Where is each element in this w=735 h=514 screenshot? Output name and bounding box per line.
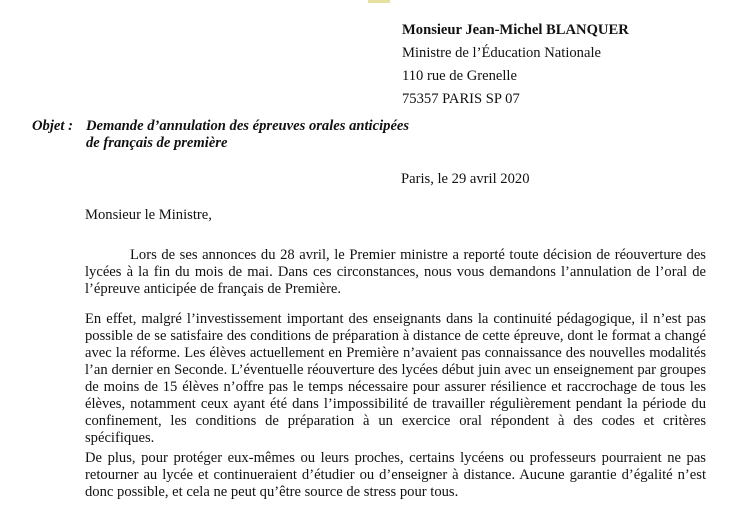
paragraph-3: De plus, pour protéger eux-mêmes ou leurs proches, certains lycéens ou professeurs pourraient ne pas retourner au lycée et continueraient d’étudier ou d’enseigner à distance. Aucune garantie d’égalité n’est donc possible, et cela ne peut qu’être source de stress pour tous. — [85, 450, 706, 500]
recipient-name: Monsieur Jean-Michel BLANQUER — [402, 22, 629, 38]
top-decoration — [368, 0, 390, 3]
recipient-street: 110 rue de Grenelle — [402, 68, 517, 84]
place-date: Paris, le 29 avril 2020 — [401, 171, 530, 187]
recipient-title: Ministre de l’Éducation Nationale — [402, 45, 601, 61]
salutation: Monsieur le Ministre, — [85, 207, 212, 223]
paragraph-2: En effet, malgré l’investissement important des enseignants dans la continuité pédagogique, il n’est pas possible de se satisfaire des conditions de préparation à distance de cette épreuve, dont le format a changé avec la réforme. Les élèves actuellement en Première n’avaient pas connaissance des nouvelles modalités l’an dernier en Seconde. L’éventuelle réouverture des lycées début juin avec un enseignement par groupes de moins de 15 élèves n’offre pas le temps nécessaire pour assurer résilience et raccrochage de tous les élèves, notamment ceux ayant été dans l’impossibilité de travailler régulièrement pendant la période du confinement, les conditions de préparation à un exercice oral répondent à des codes et critères spécifiques. — [85, 311, 706, 446]
recipient-address-block — [402, 19, 629, 111]
subject-block — [32, 118, 409, 152]
letter-body — [85, 247, 706, 514]
subject-label: Objet : — [32, 118, 73, 134]
paragraph-1: Lors de ses annonces du 28 avril, le Premier ministre a reporté toute décision de réouverture des lycées à la fin du mois de mai. Dans ces circonstances, nous vous demandons l’annulation de l’oral de l’épreuve anticipée de français de Première. — [85, 247, 706, 297]
subject-line-2: de français de première — [86, 135, 228, 151]
subject-line-1: Demande d’annulation des épreuves orales anticipées — [86, 118, 410, 134]
recipient-city: 75357 PARIS SP 07 — [402, 91, 520, 107]
